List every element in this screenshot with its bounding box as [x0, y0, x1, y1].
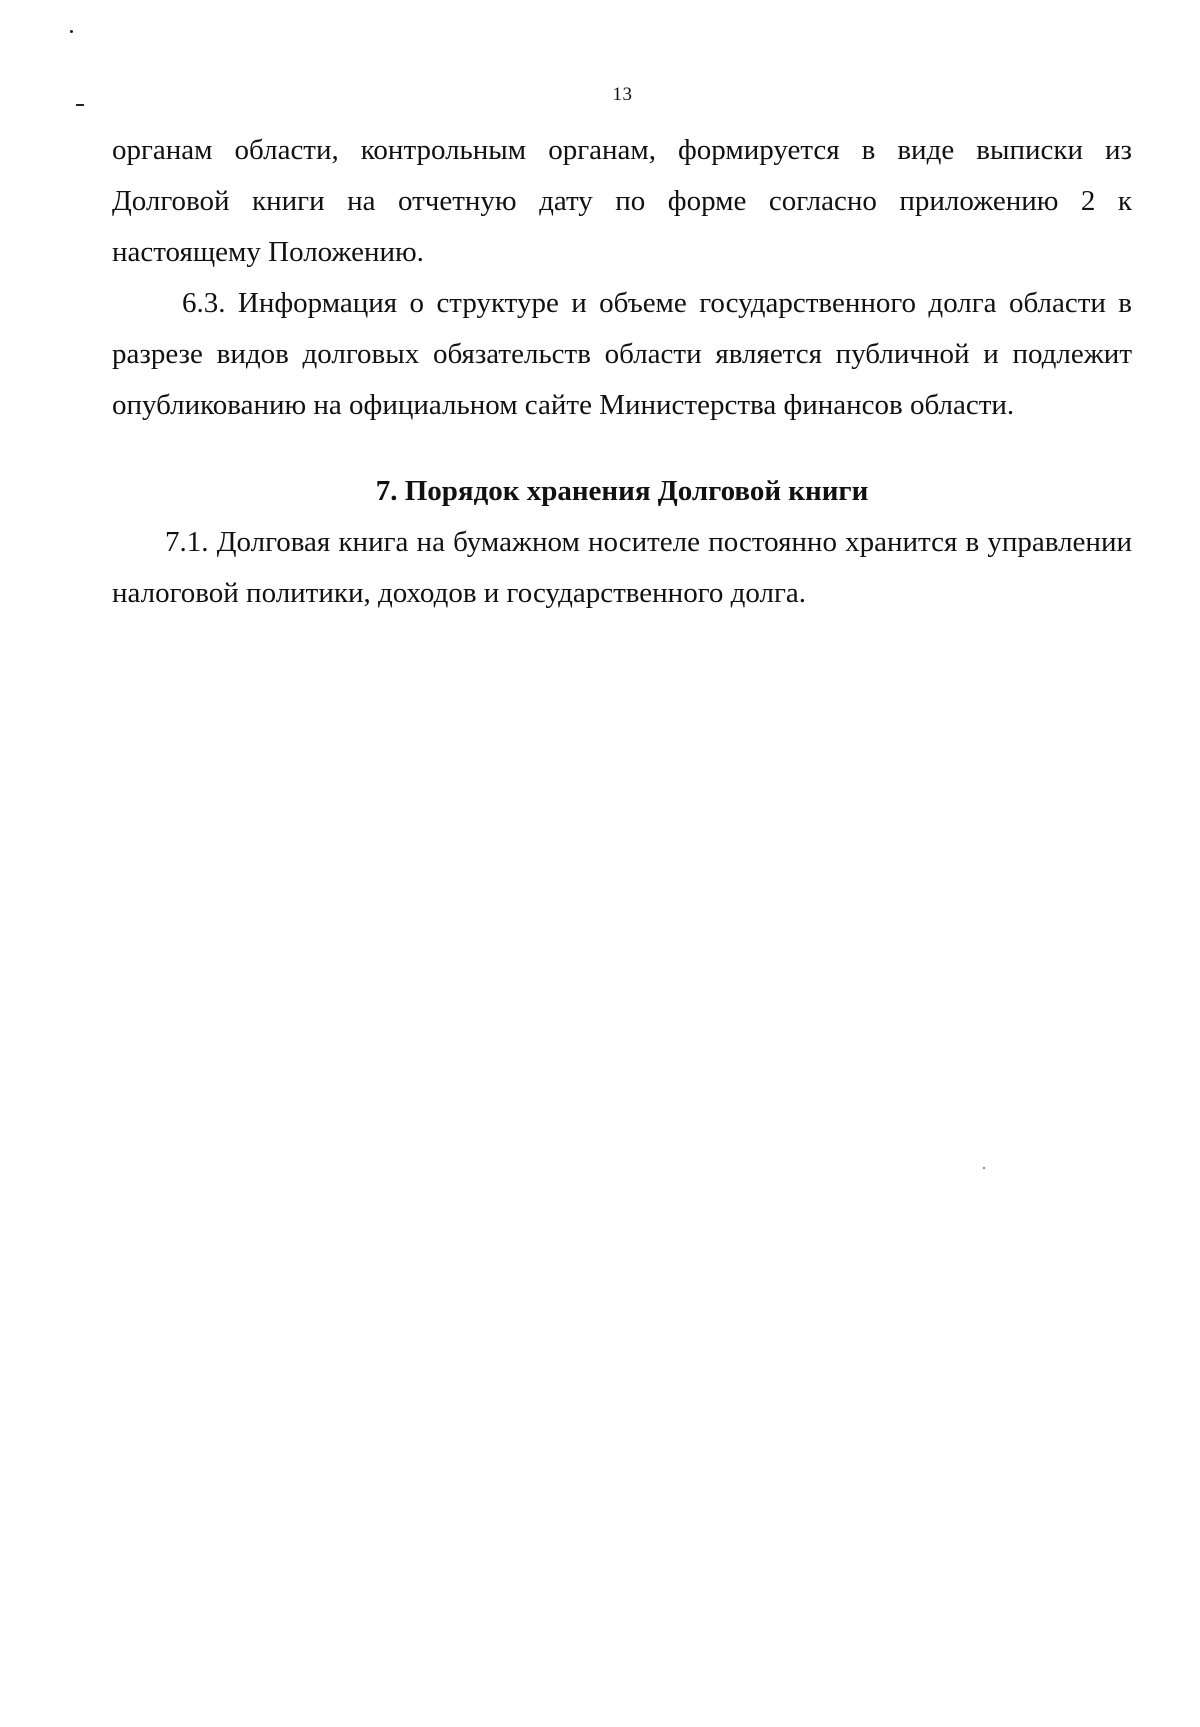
paragraph-continuation: органам области, контрольным органам, формируется в виде выписки из Долговой книги на отчетную дату по форме согласно приложению 2 к настоящему Положению.	[112, 134, 1132, 268]
document-body	[112, 125, 1132, 619]
paragraph-6-3: 6.3. Информация о структуре и объеме государственного долга области в разрезе видов долговых обязательств области является публичной и подлежит опубликованию на официальном сайте Министерства финансов области.	[112, 287, 1132, 421]
page-number: 13	[612, 84, 633, 105]
section-7-heading: 7. Порядок хранения Долговой книги	[375, 475, 869, 507]
scan-artifact-dot	[70, 30, 73, 33]
paragraph-7-1: 7.1. Долговая книга на бумажном носителе постоянно хранится в управлении налоговой политики, доходов и государственного долга.	[112, 526, 1132, 609]
scan-artifact-dot	[983, 1167, 985, 1169]
